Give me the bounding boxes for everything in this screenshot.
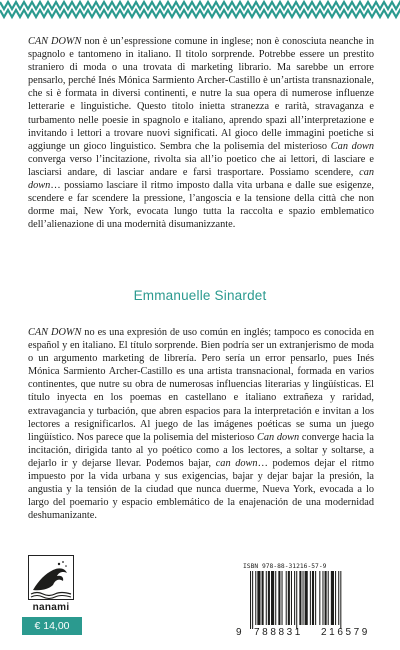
barcode-bar	[305, 571, 308, 625]
barcode-bar	[331, 571, 334, 625]
barcode-bar	[252, 571, 253, 629]
barcode-bar	[315, 571, 316, 625]
publisher-name: nanami	[32, 602, 70, 613]
italic-run: Can down	[330, 140, 374, 152]
barcode-bar	[257, 571, 260, 625]
barcode-bar	[291, 571, 292, 625]
text-run: non è un’espressione comune in inglese; non è conosciuta neanche in spagnolo e tantomeno in italiano. Il titolo sorprende. Potrebbe essere un prestito straniero di moda o una trovata di marketing librario. Ma sarebbe un errore pensarlo, perché Inés Mónica Sarmiento Archer-Castillo è un’artista transnazionale, che si è formata in diversi continenti, e nutre la sua opera di numerose influenze letterarie e linguistiche. Questo titolo inietta stranezza e rarità, stravaganza e turbamento nelle poesie in spagnolo e italiano, aprendo spazi all’interpretazione e invitando i lettori a trovare nuovi significati. Al gioco delle immagini poetiche si aggiunge un gioco linguistico. Sembra che la polisemia del misterioso	[28, 36, 374, 152]
barcode-digit-first: 9	[236, 627, 242, 638]
barcode-bar	[338, 571, 339, 625]
barcode-bar	[312, 571, 314, 625]
barcode-bar	[250, 571, 251, 629]
italic-run: CAN DOWN	[28, 327, 82, 338]
barcode-bar	[255, 571, 256, 625]
text-run: … possiamo lasciare il ritmo imposto dalla vita urbana e dalle sue esigenze, scendere e far scendere la pressione, l’angoscia e la tensione della città che non dorme mai, New York, evocata lungo tutta la raccolta e spazio emblematico dell’alienazione di una modernità disumanizzante.	[28, 180, 374, 231]
barcode-bar	[278, 571, 280, 625]
barcode-digits-right: 216579	[321, 627, 370, 638]
isbn-label: ISBN 978-88-31216-57-9	[243, 563, 327, 570]
barcode-bar	[299, 571, 301, 625]
barcode-bar	[303, 571, 304, 625]
barcode-digits-left: 788831	[254, 627, 303, 638]
barcode-bar	[294, 571, 295, 625]
barcode-bar	[271, 571, 274, 625]
barcode-bar	[262, 571, 264, 625]
barcode-bar	[282, 571, 283, 625]
author-name: Emmanuelle Sinardet	[133, 288, 267, 303]
barcode-bar	[296, 571, 297, 629]
italic-run: can down	[28, 166, 374, 192]
publisher-logo	[28, 555, 74, 600]
italic-run: can down	[215, 457, 258, 469]
zigzag-border	[0, 0, 400, 20]
italic-run: Can down	[256, 431, 300, 443]
barcode-bar	[335, 571, 336, 625]
text-run: converge hacia la incitación, dirigida tanto al yo poético como a los lectores, a soltar y soltarse, a dejarlo ir y dejarse llevar. Podemos bajar,	[28, 431, 374, 469]
barcode-bar	[340, 571, 341, 629]
text-run: no es una expresión de uso común en inglés; tampoco es conocida en español y en italiano. El título sorprende. Bien podría ser un extranjerismo de moda o un argumento marketing de librería. Pero sería un error pensarlo, pues Inés Mónica Sarmiento Archer-Castillo es una artista transnacional, formada en varios continentes, que nutre su obra de numerosas influencias literarias y lingüísticas. El título inyecta en los poemas en castellano e italiano extrañeza y raridad, extravagancia y turbación, que abren espacios para la interpretación e invitan a los lectores a resignificarlos. Al juego de las imágenes poéticas se suma un juego lingüístico. Nos parece que la polisemia del misterioso	[28, 327, 374, 443]
text-run: converga verso l’incitazione, rivolta sia all’io poetico che ai lettori, di lasciare e lasciarsi andare, di lasciar andare e farsi trasportare. Possiamo scendere,	[28, 153, 374, 178]
barcode-bar	[288, 571, 290, 625]
barcode-bar	[325, 571, 327, 625]
barcode-bar	[286, 571, 287, 625]
italic-run: CAN DOWN	[28, 36, 82, 47]
price-tag: € 14,00	[22, 617, 82, 635]
barcode-bar	[322, 571, 323, 625]
barcode-bar	[268, 571, 270, 625]
wave-icon	[29, 556, 73, 599]
barcode-bar	[310, 571, 311, 625]
barcode-bar	[328, 571, 329, 625]
spanish-blurb	[28, 326, 374, 522]
italian-blurb	[28, 35, 374, 231]
barcode-bar	[319, 571, 320, 625]
zigzag-line	[0, 2, 400, 17]
barcode-bar	[275, 571, 276, 625]
text-run: … podemos dejar el ritmo impuesto por la vida urbana y sus exigencias, bajar y dejar bajar la presión, la angustia y la tensión de la ciudad que nunca duerme, Nueva York, evocada a lo largo del poemario y espacio emblemático de la enajenación de una modernidad deshumanizante.	[28, 457, 374, 522]
barcode-bar	[266, 571, 267, 625]
